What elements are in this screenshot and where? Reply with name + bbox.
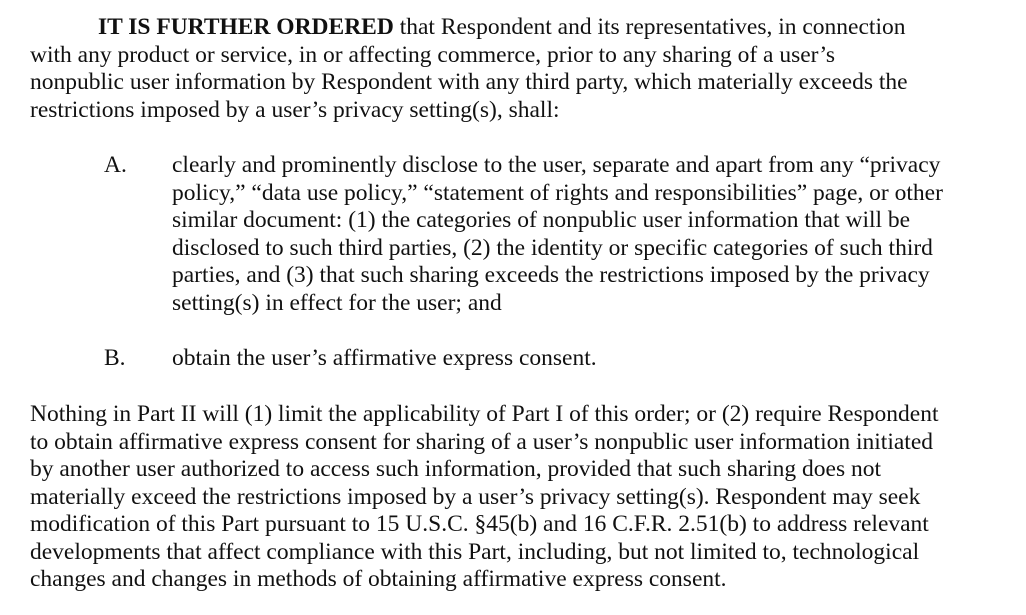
item-a-line-3: similar document: (1) the categories of nonpublic user information that will be bbox=[172, 207, 911, 233]
item-b-line-1: obtain the user’s affirmative express consent. bbox=[172, 345, 597, 371]
closing-line-7: changes and changes in methods of obtaining affirmative express consent. bbox=[30, 566, 727, 592]
closing-line-3: by another user authorized to access such information, provided that such sharing does not bbox=[30, 456, 881, 482]
list-item-text bbox=[172, 152, 1002, 317]
closing-line-5: modification of this Part pursuant to 15 U.S.C. §45(b) and 16 C.F.R. 2.51(b) to address relevant bbox=[30, 511, 929, 537]
closing-line-6: developments that affect compliance with this Part, including, but not limited to, technological bbox=[30, 538, 920, 565]
intro-line-3: nonpublic user information by Respondent with any third party, which materially exceeds the bbox=[30, 69, 908, 95]
item-a-line-1: clearly and prominently disclose to the user, separate and apart from any “privacy bbox=[172, 152, 941, 178]
intro-line-4: restrictions imposed by a user’s privacy setting(s), shall: bbox=[30, 96, 560, 123]
closing-line-4: materially exceed the restrictions imposed by a user’s privacy setting(s). Respondent may seek bbox=[30, 483, 921, 510]
item-a-line-2: policy,” “data use policy,” “statement of rights and responsibilities” page, or other bbox=[172, 179, 943, 206]
intro-line-1 bbox=[30, 14, 1005, 42]
intro-line-2: with any product or service, in or affecting commerce, prior to any sharing of a user’s bbox=[30, 41, 836, 68]
closing-paragraph bbox=[30, 401, 1005, 594]
item-a-line-4: disclosed to such third parties, (2) the identity or specific categories of such third bbox=[172, 234, 933, 261]
item-a-line-6: setting(s) in effect for the user; and bbox=[172, 289, 502, 316]
intro-line-1-text: that Respondent and its representatives, in connection bbox=[393, 14, 906, 40]
item-a-line-5: parties, and (3) that such sharing exceeds the restrictions imposed by the privacy bbox=[172, 262, 930, 288]
ordered-heading: IT IS FURTHER ORDERED bbox=[98, 14, 394, 40]
list-item-label: A. bbox=[104, 152, 127, 178]
list-item-label: B. bbox=[104, 345, 126, 371]
closing-line-2: to obtain affirmative express consent for sharing of a user’s nonpublic user information initiated bbox=[30, 428, 933, 455]
list-item-text bbox=[172, 345, 1002, 373]
closing-line-1: Nothing in Part II will (1) limit the applicability of Part I of this order; or (2) require Respondent bbox=[30, 401, 939, 427]
intro-paragraph bbox=[30, 14, 1005, 124]
